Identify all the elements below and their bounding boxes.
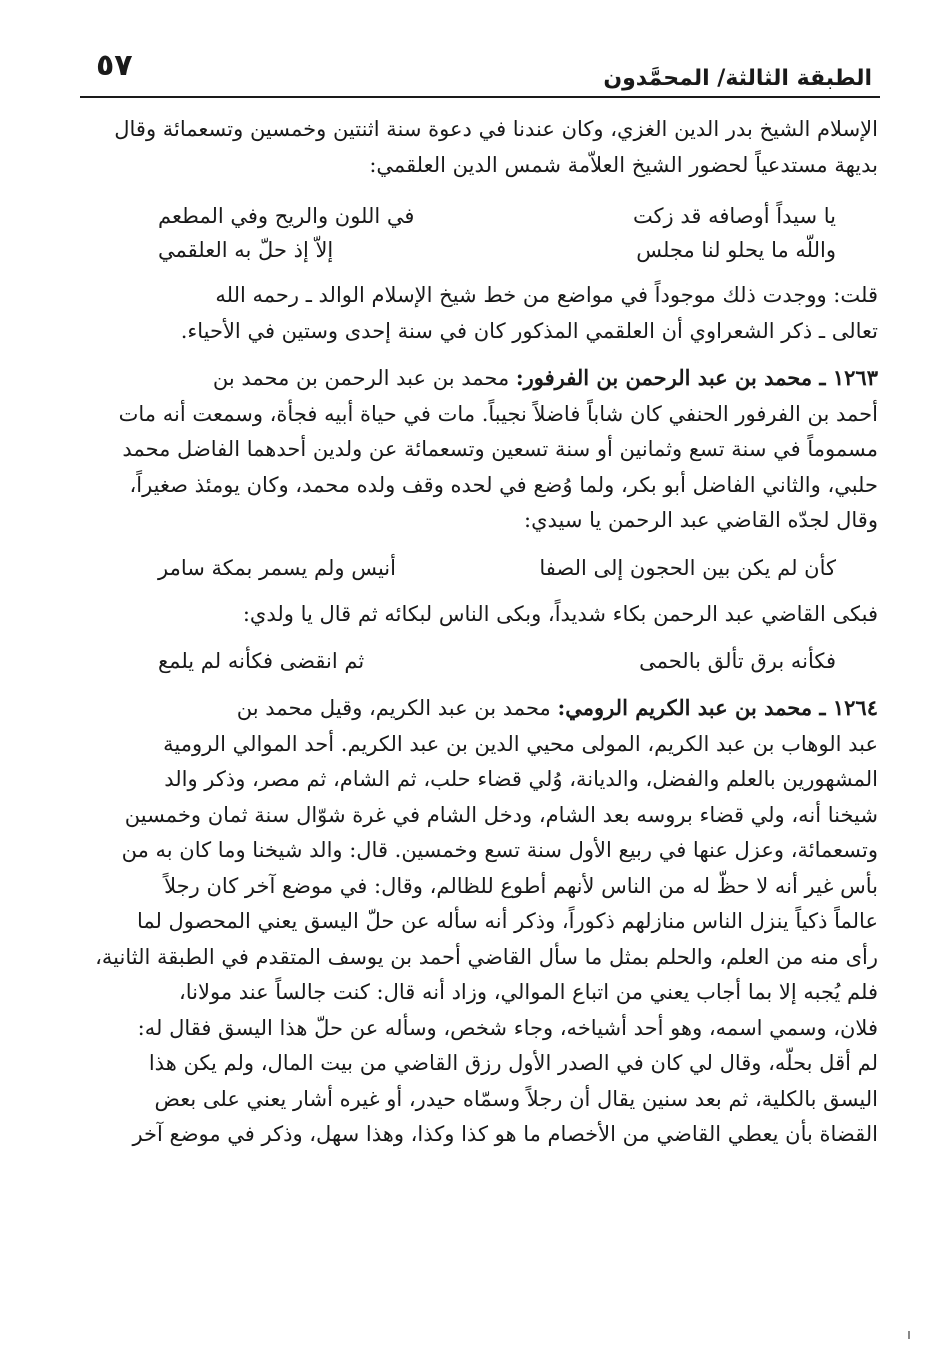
entry-1264-first-line [80,690,878,727]
poem-block [80,199,878,267]
verse-second-hemistich: إلاّ إذ حلّ به العلقمي [158,238,334,262]
verse-second-hemistich: ثم انقضى فكأنه لم يلمع [158,649,365,673]
verse-line [80,644,878,678]
verse-second-hemistich: في اللون والريح وفي المطعم [158,204,415,228]
entry-text: محمد بن عبد الكريم، وقيل محمد بن [236,696,551,720]
verse-first-hemistich: يا سيداً أوصافه قد زكت [632,204,836,228]
text-line: رأى منه من العلم، والحلم بمثل ما سأل القاضي أحمد بن يوسف المتقدم في الطبقة الثانية، [95,944,878,969]
text-line: فلم يُجبه إلا بما أجاب يعني من اتباع الموالي، وزاد أنه قال: كنت جالساً عند مولانا، [178,980,878,1004]
text-line: بأس غير أنه لا حظّ له من الناس لأنهم أطوع للظالم، وقال: في موضع آخر كان رجلاً [164,873,878,898]
text-line: فلان، وسمي اسمه، وهو أحد أشياخه، وجاء شخص، وسأله عن حلّ هذا اليسق فقال له: [137,1015,878,1040]
verse-first-hemistich: كأن لم يكن بين الحجون إلى الصفا [539,555,836,580]
text-line: عالماً ذكياً ينزل الناس منازلهم ذكوراً، وذكر أنه سأله عن حلّ اليسق يعني المحصول لما [136,909,878,933]
text-line: حلبي، والثاني الفاضل أبو بكر، ولما وُضع في لحده وقف ولده محمد، وكان يومئذ صغيراً، [129,472,878,497]
running-title: الطبقة الثالثة/ المحمَّدون [603,66,872,91]
text-line: المشهورين بالعلم والفضل، والديانة، وُلي قضاء حلب، ثم الشام، ثم مصر، وذكر والد [164,767,878,791]
text-line: بديهة مستدعياً لحضور الشيخ العلاّمة شمس الدين العلقمي: [369,152,878,177]
entry-heading: ١٢٦٣ ـ محمد بن عبد الرحمن بن الفرفور: [515,365,878,390]
page-header [80,48,880,98]
text-line: شيخنا أنه، ولي قضاء بروسه بعد الشام، ودخل الشام في غرة شوّال سنة ثمان وخمسين [124,802,878,827]
text-line: وتسعمائة، وعزل عنها في ربيع الأول سنة تسع وخمسين. قال: والد شيخنا وما كان به من [121,838,878,862]
text-line: وقال لجدّه القاضي عبد الرحمن يا سيدي: [524,508,878,532]
text-line: مسموماً في سنة تسع وثمانين أو سنة تسعين وتسعمائة عن ولدين أحدهما الفاضل محمد [122,437,878,461]
page-body [80,112,878,1153]
text-line: أحمد بن الفرفور الحنفي كان شاباً فاضلاً نجيباً. مات في حياة أبيه فجأة، وسمعت أنه مات [118,401,878,426]
poem-block [80,644,878,678]
verse-first-hemistich: واللّه ما يحلو لنا مجلس [636,238,836,262]
text-line: تعالى ـ ذكر الشعراوي أن العلقمي المذكور كان في سنة إحدى وستين في الأحياء. [180,318,878,343]
text-line: الإسلام الشيخ بدر الدين الغزي، وكان عندنا في دعوة سنة اثنتين وخمسين وتسعمائة وقال [114,117,878,141]
scan-mark [908,1331,910,1339]
verse-line [80,233,878,267]
verse-line [80,551,878,585]
text-line: قلت: ووجدت ذلك موجوداً في مواضع من خط شيخ الإسلام الوالد ـ رحمه الله [215,283,878,307]
verse-first-hemistich: فكأنه برق تألق بالحمى [639,649,836,673]
verse-second-hemistich: أنيس ولم يسمر بمكة سامر [158,555,396,580]
entry-1263-first-line [80,360,878,397]
text-line: فبكى القاضي عبد الرحمن بكاء شديداً، وبكى الناس لبكائه ثم قال يا ولدي: [242,601,878,626]
page-number: ٥٧ [96,48,133,83]
entry-heading: ١٢٦٤ ـ محمد بن عبد الكريم الرومي: [557,695,878,720]
entry-text: محمد بن عبد الرحمن بن محمد بن [212,366,510,390]
text-line: عبد الوهاب بن عبد الكريم، المولى محيي الدين بن عبد الكريم. أحد الموالي الرومية [163,731,878,756]
text-line: لم أقل بحلّه، وقال لي كان في الصدر الأول رزق القاضي من بيت المال، ولم يكن هذا [148,1051,878,1075]
text-line: القضاة بأن يعطي القاضي من الأخصام ما هو كذا وكذا، وهذا سهل، وذكر في موضع آخر [132,1122,878,1146]
verse-line [80,199,878,233]
text-line: اليسق بالكلية، ثم بعد سنين يقال أن رجلاً وسمّاه حيدر، أو غيره أشار يعني على بعض [154,1086,878,1111]
poem-block [80,551,878,585]
